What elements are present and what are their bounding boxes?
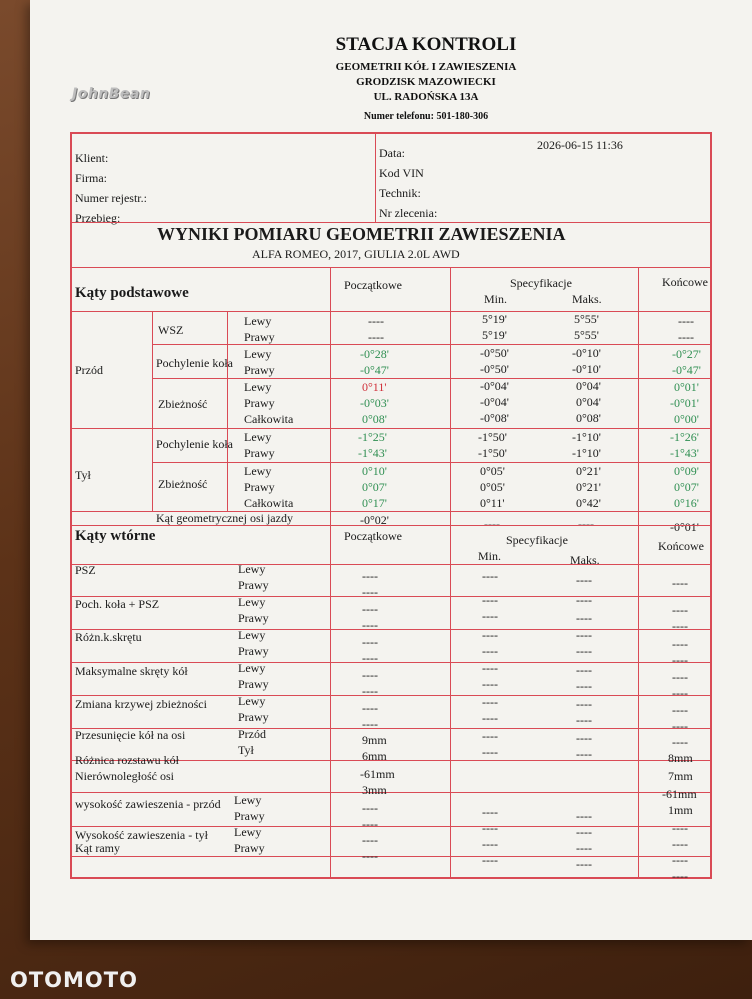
initial-value: 0°17'	[362, 496, 387, 510]
col-min-secondary: Min.	[478, 549, 502, 563]
final-value: 0°09'	[674, 464, 699, 478]
station-city: GRODZISK MAZOWIECKI	[356, 76, 496, 88]
final-value: -1°26'	[670, 430, 699, 444]
initial-value: -0°47'	[360, 363, 389, 377]
spec-min-value: -0°04'	[480, 379, 509, 393]
row-label-left: Lewy	[238, 595, 266, 609]
final-value: ----	[672, 703, 688, 717]
initial-value: ----	[362, 668, 378, 682]
row-label-right: Prawy	[244, 446, 275, 460]
initial-value: ----	[362, 717, 378, 731]
vin-label: Kod VIN	[379, 166, 424, 180]
spec-max-value: ----	[576, 825, 592, 839]
offset-label: Przesunięcie kół na osi	[75, 728, 186, 742]
final-value: ----	[672, 619, 688, 633]
col-final-primary: Końcowe	[662, 275, 708, 289]
non-parallel-label: Nierównoległość osi	[75, 769, 174, 783]
final-value: ----	[672, 869, 688, 883]
initial-value: ----	[362, 849, 378, 863]
thrust-angle-label: Kąt geometrycznej osi jazdy	[156, 511, 293, 525]
final-value: -1°43'	[670, 446, 699, 460]
secondary-angles-title: Kąty wtórne	[75, 528, 156, 544]
thrust-initial: -0°02'	[360, 513, 389, 527]
spec-min-value: -1°50'	[478, 430, 507, 444]
spec-min-value: ----	[482, 745, 498, 759]
document-page	[30, 0, 752, 940]
track-initial: -61mm	[360, 767, 395, 781]
spec-min-value: ----	[482, 711, 498, 725]
final-value: -0°01'	[670, 396, 699, 410]
row-label-left: Lewy	[238, 628, 266, 642]
col-spec-secondary: Specyfikacje	[506, 533, 568, 547]
final-value: -0°47'	[672, 363, 701, 377]
final-value: ----	[672, 853, 688, 867]
spec-max-value: -1°10'	[572, 430, 601, 444]
row-label-right: Prawy	[238, 644, 269, 658]
spec-max-value: 5°55'	[574, 312, 599, 326]
spec-min-value: ----	[482, 569, 498, 583]
final-value: -61mm	[662, 787, 697, 801]
spec-max-value: ----	[576, 697, 592, 711]
final-value: ----	[672, 837, 688, 851]
row-label-right: Prawy	[244, 396, 275, 410]
final-value: 7mm	[668, 769, 693, 783]
spec-min-value: ----	[482, 593, 498, 607]
station-subtitle: GEOMETRII KÓŁ I ZAWIESZENIA	[335, 61, 517, 73]
initial-value: 0°10'	[362, 464, 387, 478]
row-label-total: Całkowita	[244, 412, 294, 426]
initial-value: 0°07'	[362, 480, 387, 494]
spec-max-value: 5°55'	[574, 328, 599, 342]
initial-value: ----	[368, 314, 384, 328]
spec-min-value: ----	[482, 729, 498, 743]
spec-max-value: ----	[576, 679, 592, 693]
initial-value: -1°25'	[358, 430, 387, 444]
final-value: ----	[672, 653, 688, 667]
final-value: ----	[672, 670, 688, 684]
final-value: 0°01'	[674, 380, 699, 394]
spec-max-value: ----	[576, 713, 592, 727]
final-value: ----	[672, 735, 688, 749]
johnbean-logo: JohnBean	[72, 86, 151, 102]
offset-front-initial: 9mm	[362, 733, 387, 747]
station-address: UL. RADOŃSKA 13A	[373, 91, 479, 103]
initial-value: -0°03'	[360, 396, 389, 410]
row-label-rear: Tył	[238, 743, 254, 757]
final-value: ----	[672, 576, 688, 590]
col-initial-primary: Początkowe	[344, 278, 402, 292]
row-label-left: Lewy	[244, 380, 272, 394]
spec-max-value: ----	[576, 593, 592, 607]
rear-camber-label: Pochylenie koła	[156, 437, 233, 451]
offset-rear-initial: 6mm	[362, 749, 387, 763]
row-label-left: Lewy	[244, 347, 272, 361]
spec-max-value: ----	[576, 663, 592, 677]
initial-value: ----	[362, 635, 378, 649]
client-label: Klient:	[75, 151, 109, 165]
spec-min-value: ----	[482, 837, 498, 851]
initial-value: ----	[362, 602, 378, 616]
initial-value: ----	[362, 618, 378, 632]
spec-max-value: 0°21'	[576, 464, 601, 478]
spec-min-value: 0°05'	[480, 480, 505, 494]
front-toe-label: Zbieżność	[158, 397, 208, 411]
spec-max-value: 0°04'	[576, 379, 601, 393]
spec-min-value: ----	[482, 661, 498, 675]
spec-min-value: -1°50'	[478, 446, 507, 460]
final-value: 0°00'	[674, 412, 699, 426]
row-label-right: Prawy	[244, 480, 275, 494]
col-min-primary: Min.	[484, 292, 508, 306]
technician-label: Technik:	[379, 186, 421, 200]
thrust-final: -0°01'	[670, 520, 699, 534]
spec-min-value: ----	[482, 805, 498, 819]
row-label-left: Lewy	[244, 464, 272, 478]
spec-max-value: ----	[576, 644, 592, 658]
station-phone: Numer telefonu: 501-180-306	[363, 111, 489, 122]
spec-min-value: -0°50'	[480, 346, 509, 360]
toe-curve-label: Zmiana krzywej zbieżności	[75, 697, 207, 711]
final-value: ----	[672, 637, 688, 651]
initial-value: -1°43'	[358, 446, 387, 460]
spec-min-value: ----	[482, 695, 498, 709]
initial-value: ----	[362, 801, 378, 815]
col-initial-secondary: Początkowe	[344, 529, 402, 543]
spec-max-value: 0°04'	[576, 395, 601, 409]
final-value: -0°27'	[672, 347, 701, 361]
row-label-right: Prawy	[238, 710, 269, 724]
spec-min-value: 5°19'	[482, 328, 507, 342]
initial-value: ----	[362, 833, 378, 847]
rear-axle-label: Tył	[75, 468, 91, 482]
initial-value: ----	[362, 684, 378, 698]
station-title: STACJA KONTROLI	[335, 34, 517, 55]
row-label-left: Lewy	[238, 562, 266, 576]
row-label-right: Prawy	[234, 809, 265, 823]
otomoto-watermark: OTOMOTO	[10, 968, 138, 992]
spec-min-value: 0°05'	[480, 464, 505, 478]
spec-max-value: ----	[576, 628, 592, 642]
spec-min-value: ----	[482, 677, 498, 691]
final-value: ----	[678, 314, 694, 328]
initial-value: 0°08'	[362, 412, 387, 426]
final-value: 1mm	[668, 803, 693, 817]
row-label-left: Lewy	[244, 430, 272, 444]
nonparallel-initial: 3mm	[362, 783, 387, 797]
spec-max-value: 0°21'	[576, 480, 601, 494]
frame-angle-label: Kąt ramy	[75, 841, 120, 855]
date-label: Data:	[379, 146, 405, 160]
initial-value: ----	[362, 569, 378, 583]
spec-min-value: 5°19'	[482, 312, 507, 326]
camber-psz-label: Poch. koła + PSZ	[75, 597, 160, 611]
height-rear-label: Wysokość zawieszenia - tył	[75, 828, 208, 842]
spec-max-value: ----	[576, 611, 592, 625]
thrust-max: ----	[578, 517, 594, 531]
psz-label: PSZ	[75, 563, 96, 577]
col-max-primary: Maks.	[572, 292, 602, 306]
spec-min-value: 0°11'	[480, 496, 505, 510]
spec-max-value: -0°10'	[572, 362, 601, 376]
spec-min-value: ----	[482, 628, 498, 642]
final-value: ----	[672, 686, 688, 700]
spec-max-value: -1°10'	[572, 446, 601, 460]
initial-value: 0°11'	[362, 380, 387, 394]
row-label-left: Lewy	[238, 661, 266, 675]
registration-label: Numer rejestr.:	[75, 191, 147, 205]
measurement-sheet	[70, 132, 712, 883]
max-steer-label: Maksymalne skręty kół	[75, 664, 188, 678]
row-label-total: Całkowita	[244, 496, 294, 510]
row-label-right: Prawy	[244, 330, 275, 344]
steer-diff-label: Różn.k.skrętu	[75, 630, 142, 644]
document-header	[30, 34, 752, 122]
track-diff-label: Różnica rozstawu kół	[75, 753, 179, 767]
initial-value: ----	[368, 330, 384, 344]
spec-max-value: ----	[576, 747, 592, 761]
front-camber-label: Pochylenie koła	[156, 356, 233, 370]
final-value: ----	[672, 719, 688, 733]
final-value: 0°07'	[674, 480, 699, 494]
spec-min-value: -0°04'	[480, 395, 509, 409]
wsz-label: WSZ	[158, 323, 184, 337]
vehicle-description: ALFA ROMEO, 2017, GIULIA 2.0L AWD	[252, 247, 460, 261]
spec-max-value: ----	[576, 809, 592, 823]
final-value: ----	[672, 603, 688, 617]
row-label-right: Prawy	[238, 677, 269, 691]
report-title: WYNIKI POMIARU GEOMETRII ZAWIESZENIA	[157, 224, 566, 244]
final-value: ----	[672, 821, 688, 835]
primary-angles-title: Kąty podstawowe	[75, 285, 189, 301]
row-label-right: Prawy	[234, 841, 265, 855]
height-front-label: wysokość zawieszenia - przód	[75, 797, 221, 811]
row-label-left: Lewy	[234, 825, 262, 839]
date-value: 2026-06-15 11:36	[537, 138, 623, 152]
row-label-right: Prawy	[238, 611, 269, 625]
spec-max-value: -0°10'	[572, 346, 601, 360]
spec-min-value: ----	[482, 821, 498, 835]
spec-max-value: 0°42'	[576, 496, 601, 510]
spec-max-value: ----	[576, 841, 592, 855]
spec-min-value: -0°08'	[480, 411, 509, 425]
spec-min-value: ----	[482, 644, 498, 658]
initial-value: ----	[362, 817, 378, 831]
spec-max-value: ----	[576, 573, 592, 587]
row-label-front: Przód	[238, 727, 266, 741]
row-label-right: Prawy	[238, 578, 269, 592]
front-axle-label: Przód	[75, 363, 103, 377]
col-final-secondary: Końcowe	[658, 539, 704, 553]
row-label-left: Lewy	[238, 694, 266, 708]
spec-max-value: ----	[576, 857, 592, 871]
initial-value: ----	[362, 701, 378, 715]
company-label: Firma:	[75, 171, 107, 185]
spec-min-value: ----	[482, 853, 498, 867]
thrust-min: ----	[484, 517, 500, 531]
initial-value: -0°28'	[360, 347, 389, 361]
final-value: ----	[678, 330, 694, 344]
spec-max-value: ----	[576, 731, 592, 745]
initial-value: ----	[362, 585, 378, 599]
row-label-left: Lewy	[234, 793, 262, 807]
spec-min-value: -0°50'	[480, 362, 509, 376]
spec-min-value: ----	[482, 609, 498, 623]
col-spec-primary: Specyfikacje	[510, 276, 572, 290]
final-value: 8mm	[668, 751, 693, 765]
rear-toe-label: Zbieżność	[158, 477, 208, 491]
row-label-left: Lewy	[244, 314, 272, 328]
row-label-right: Prawy	[244, 363, 275, 377]
order-label: Nr zlecenia:	[379, 206, 438, 220]
final-value: 0°16'	[674, 496, 699, 510]
mileage-label: Przebieg:	[75, 211, 121, 225]
initial-value: ----	[362, 651, 378, 665]
spec-max-value: 0°08'	[576, 411, 601, 425]
col-max-secondary: Maks.	[570, 553, 600, 567]
